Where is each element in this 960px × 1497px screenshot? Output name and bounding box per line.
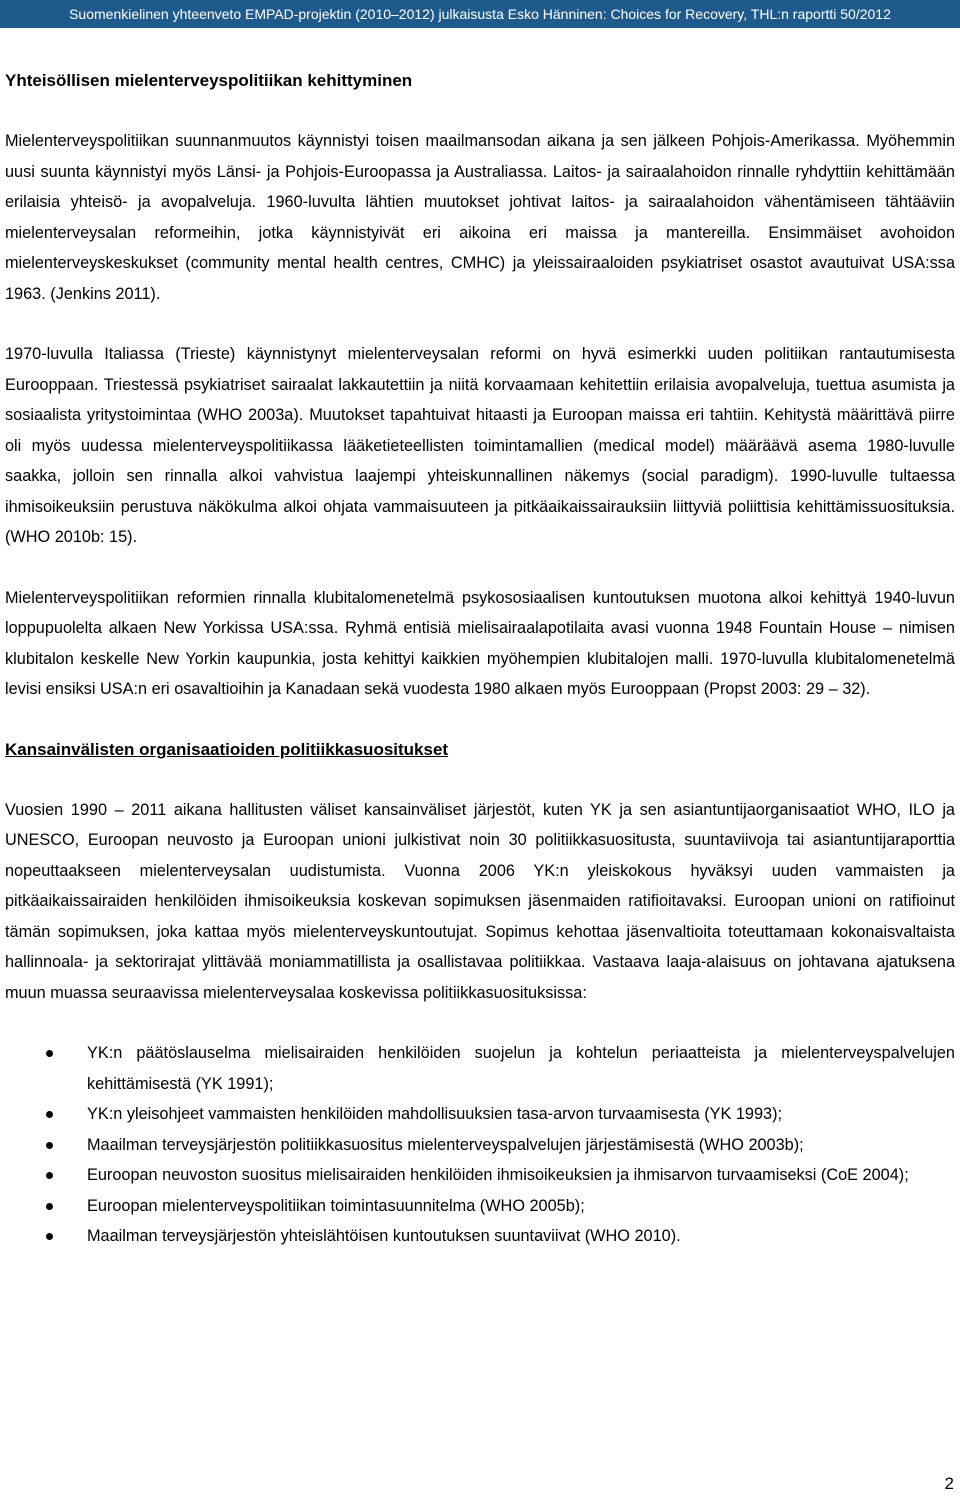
running-header: Suomenkielinen yhteenveto EMPAD-projektin (2010–2012) julkaisusta Esko Hänninen: Choices for Recovery, THL:n raportti 50/2012	[0, 0, 960, 28]
list-item	[5, 1099, 955, 1130]
spacer	[5, 309, 955, 339]
paragraph-trieste-reform: 1970-luvulla Italiassa (Trieste) käynnistynyt mielenterveysalan reformi on hyvä esimerkki uuden politiikan rantautumisesta Eurooppaan. Triestessä psykiatriset sairaalat lakkautettiin ja niitä korvaamaan kehitettiin erilaisia avopalveluja, tuettua asumista ja sosiaalista yritystoimintaa (WHO 2003a). Muutokset tapahtuivat hitaasti ja Euroopan maissa eri tahtiin. Kehitystä määrittävä piirre oli myös uudessa mielenterveyspolitiikassa lääketieteellisten toimintamallien (medical model) määräävä asema 1980-luvulle saakka, jolloin sen rinnalla alkoi vahvistua laajempi yhteiskunnallinen näkemys (social paradigm). 1990-luvulle tultaessa ihmisoikeuksiin perustuva näkökulma alkoi ohjata vammaisuuteen ja pitkäaikaissairauksiin liittyviä poliittisia kehittämissuosituksia. (WHO 2010b: 15).	[5, 345, 955, 546]
bullet-icon	[46, 1111, 53, 1118]
list-item	[5, 1191, 955, 1222]
list-item	[5, 1160, 955, 1191]
paragraph-policy-shift: Mielenterveyspolitiikan suunnanmuutos käynnistyi toisen maailmansodan aikana ja sen jälkeen Pohjois-Amerikassa. Myöhemmin uusi suunta käynnistyi myös Länsi- ja Pohjois-Euroopassa ja Australiassa. Laitos- ja sairaalahoidon rinnalle ryhdyttiin kehittämään erilaisia yhteisö- ja avopalveluja. 1960-luvulta lähtien muutokset johtivat laitos- ja sairaalahoidon vähentämiseen tähtääviin mielenterveysalan reformeihin, jotka käynnistyivät eri aikoina eri maissa ja mantereilla. Ensimmäiset avohoidon mielenterveyskeskukset (community mental health centres, CMHC) ja yleissairaaloiden psykiatriset osastot avautuivat USA:ssa 1963. (Jenkins 2011).	[5, 132, 955, 303]
spacer	[5, 553, 955, 583]
bullet-icon	[46, 1203, 53, 1210]
bullet-icon	[46, 1233, 53, 1240]
paragraph-clubhouse-model: Mielenterveyspolitiikan reformien rinnalla klubitalomenetelmä psykososiaalisen kuntoutuksen muotona alkoi kehittyä 1940-luvun loppupuolelta alkaen New Yorkissa USA:ssa. Ryhmä entisiä mielisairaalapotilaita avasi vuonna 1948 Fountain House – nimisen klubitalon keskelle New Yorkin kaupunkia, josta kehittyi kaikkien myöhempien klubitalojen malli. 1970-luvulla klubitalomenetelmä levisi ensiksi USA:n eri osavaltioihin ja Kanadaan sekä vuodesta 1980 alkaen myös Eurooppaan (Propst 2003: 29 – 32).	[5, 588, 955, 698]
spacer	[5, 705, 955, 735]
paragraph-international-organisations: Vuosien 1990 – 2011 aikana hallitusten väliset kansainväliset järjestöt, kuten YK ja sen asiantuntijaorganisaatiot WHO, ILO ja UNESCO, Euroopan neuvosto ja Euroopan unioni julkistivat noin 30 politiikkasuositusta, suuntaviivoja tai asiantuntijaraporttia nopeuttaakseen mielenterveysalan uudistumista. Vuonna 2006 YK:n yleiskokous hyväksyi uuden vammaisten ja pitkäaikaissairaiden henkilöiden ihmisoikeuksia koskevan sopimuksen jäsenmaiden ratifioitavaksi. Euroopan unioni on ratifioinut tämän sopimuksen, joka kattaa myös mielenterveyskuntoutujat. Sopimus kehottaa jäsenvaltioita toteuttamaan kokonaisvaltaista hallinnoala- ja sektorirajat ylittävää moniammatillista ja osallistavaa politiikkaa. Vastaava laaja-alaisuus on johtavana ajatuksena muun muassa seuraavissa mielenterveysalaa koskevissa politiikkasuosituksissa:	[5, 800, 955, 1002]
list-item	[5, 1130, 955, 1161]
list-item-text: Euroopan mielenterveyspolitiikan toimintasuunnitelma (WHO 2005b);	[87, 1196, 585, 1215]
spacer	[5, 765, 955, 795]
bullet-icon	[46, 1172, 53, 1179]
list-item-text: Maailman terveysjärjestön yhteislähtöisen kuntoutuksen suuntaviivat (WHO 2010).	[87, 1227, 681, 1245]
list-item	[5, 1221, 955, 1252]
bullet-icon	[46, 1050, 53, 1057]
list-item-text: YK:n yleisohjeet vammaisten henkilöiden mahdollisuuksien tasa-arvon turvaamisesta (YK 1993);	[87, 1105, 783, 1123]
spacer	[5, 96, 955, 126]
document-body	[5, 66, 955, 1252]
list-item	[5, 1038, 955, 1099]
list-item-text: YK:n päätöslauselma mielisairaiden henkilöiden suojelun ja kohtelun periaatteista ja mielenterveyspalvelujen kehittämisestä (YK 1991);	[87, 1044, 955, 1093]
section-heading-community-policy: Yhteisöllisen mielenterveyspolitiikan kehittyminen	[5, 71, 413, 90]
list-item-text: Maailman terveysjärjestön politiikkasuositus mielenterveyspalvelujen järjestämisestä (WHO 2003b);	[87, 1135, 804, 1154]
recommendation-list	[5, 1038, 955, 1252]
bullet-icon	[46, 1142, 53, 1149]
page-number: 2	[944, 1474, 954, 1493]
section-heading-international-recommendations: Kansainvälisten organisaatioiden politiikkasuositukset	[5, 739, 449, 759]
spacer	[5, 1008, 955, 1038]
list-item-text: Euroopan neuvoston suositus mielisairaiden henkilöiden ihmisoikeuksien ja ihmisarvon turvaamiseksi (CoE 2004);	[87, 1166, 909, 1184]
